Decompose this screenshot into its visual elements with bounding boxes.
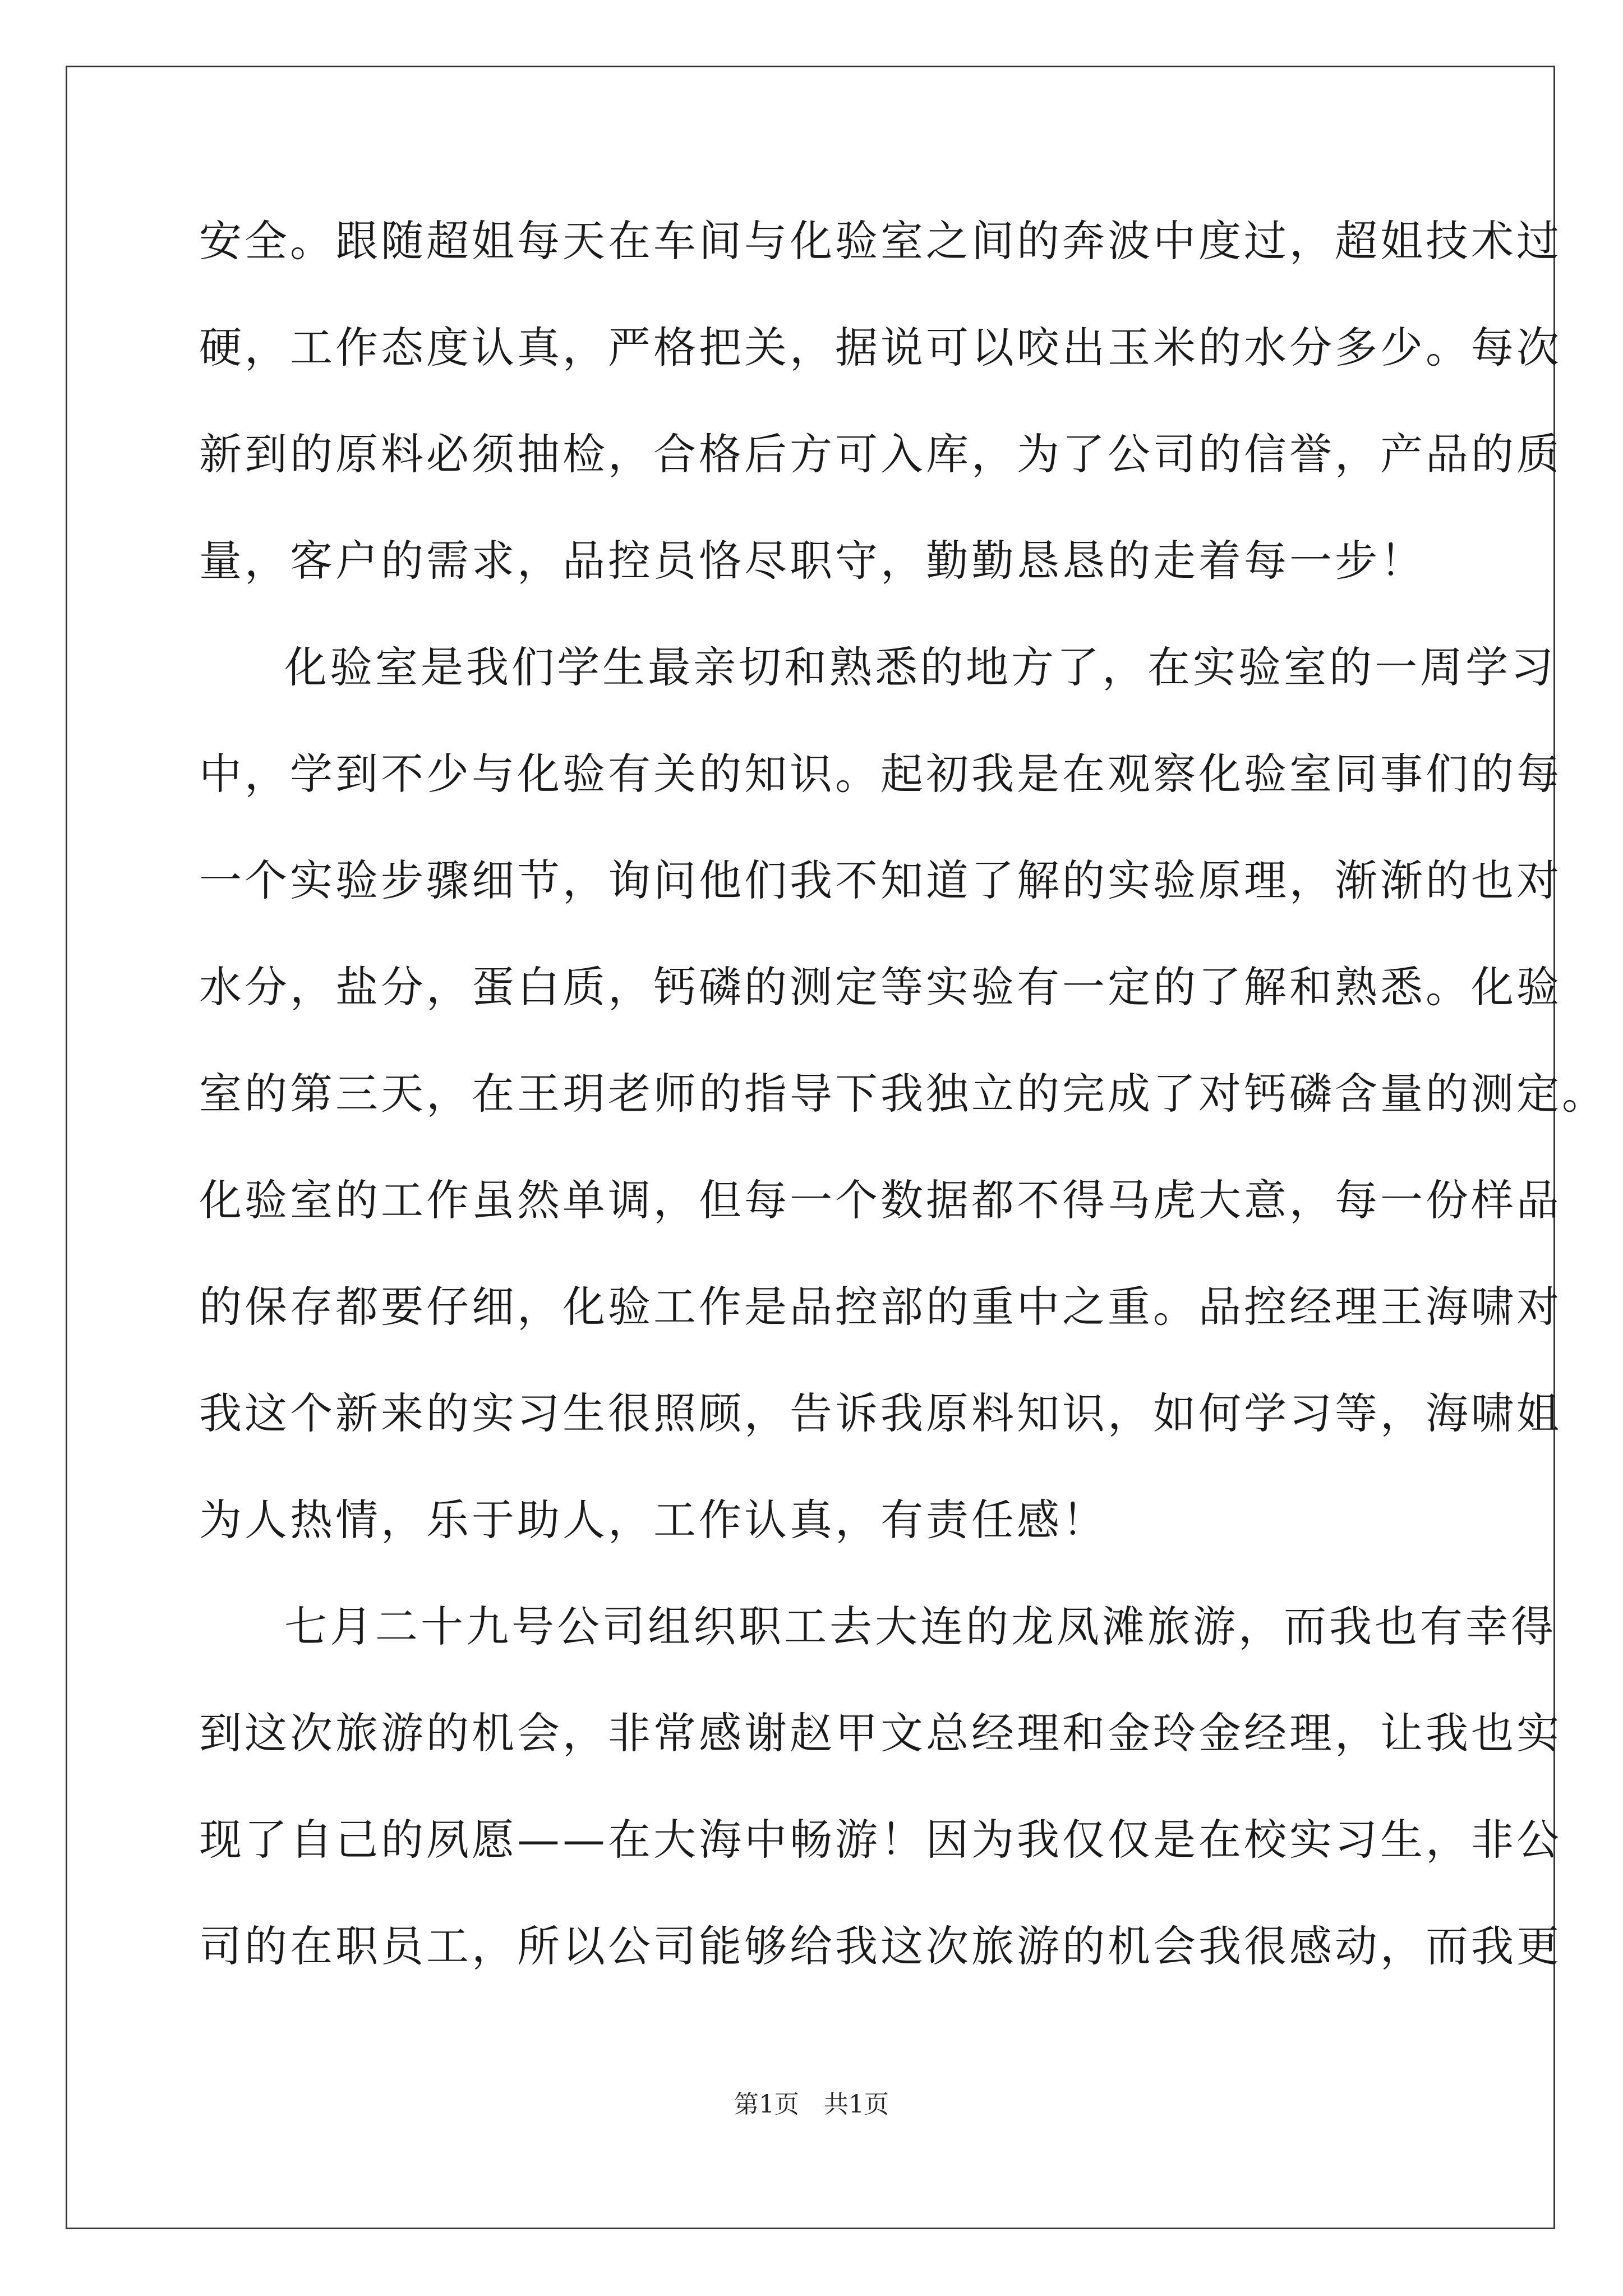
- text-line: 司的在职员工，所以公司能够给我这次旅游的机会我很感动，而我更: [199, 1921, 1562, 1971]
- text-line: 室的第三天，在王玥老师的指导下我独立的完成了对钙磷含量的测定。: [199, 1069, 1607, 1119]
- text-line: 到这次旅游的机会，非常感谢赵甲文总经理和金玲金经理，让我也实: [199, 1708, 1562, 1758]
- text-line: 化验室是我们学生最亲切和熟悉的地方了，在实验室的一周学习: [284, 642, 1556, 692]
- document-body: [199, 214, 1607, 2026]
- text-line: 水分，盐分，蛋白质，钙磷的测定等实验有一定的了解和熟悉。化验: [199, 962, 1562, 1012]
- page-total: 共1页: [824, 2090, 889, 2119]
- text-line: 现了自己的夙愿——在大海中畅游！因为我仅仅是在校实习生，非公: [199, 1815, 1562, 1865]
- text-line: 量，客户的需求，品控员恪尽职守，勤勤恳恳的走着每一步！: [199, 536, 1426, 586]
- page-number: 第1页: [734, 2090, 799, 2119]
- text-line: 安全。跟随超姐每天在车间与化验室之间的奔波中度过，超姐技术过: [199, 216, 1562, 266]
- text-line: 化验室的工作虽然单调，但每一个数据都不得马虎大意，每一份样品: [199, 1175, 1562, 1225]
- text-line: 的保存都要仔细，化验工作是品控部的重中之重。品控经理王海啸对: [199, 1282, 1562, 1332]
- page-footer: [0, 2084, 1623, 2120]
- text-line: 中，学到不少与化验有关的知识。起初我是在观察化验室同事们的每: [199, 749, 1562, 799]
- text-line: 硬，工作态度认真，严格把关，据说可以咬出玉米的水分多少。每次: [199, 323, 1562, 372]
- text-line: 一个实验步骤细节，询问他们我不知道了解的实验原理，渐渐的也对: [199, 855, 1562, 905]
- text-line: 我这个新来的实习生很照顾，告诉我原料知识，如何学习等，海啸姐: [199, 1388, 1562, 1438]
- text-line: 新到的原料必须抽检，合格后方可入库，为了公司的信誉，产品的质: [199, 429, 1562, 479]
- text-line: 为人热情，乐于助人，工作认真，有责任感！: [199, 1495, 1108, 1545]
- text-line: 七月二十九号公司组织职工去大连的龙凤滩旅游，而我也有幸得: [284, 1602, 1556, 1651]
